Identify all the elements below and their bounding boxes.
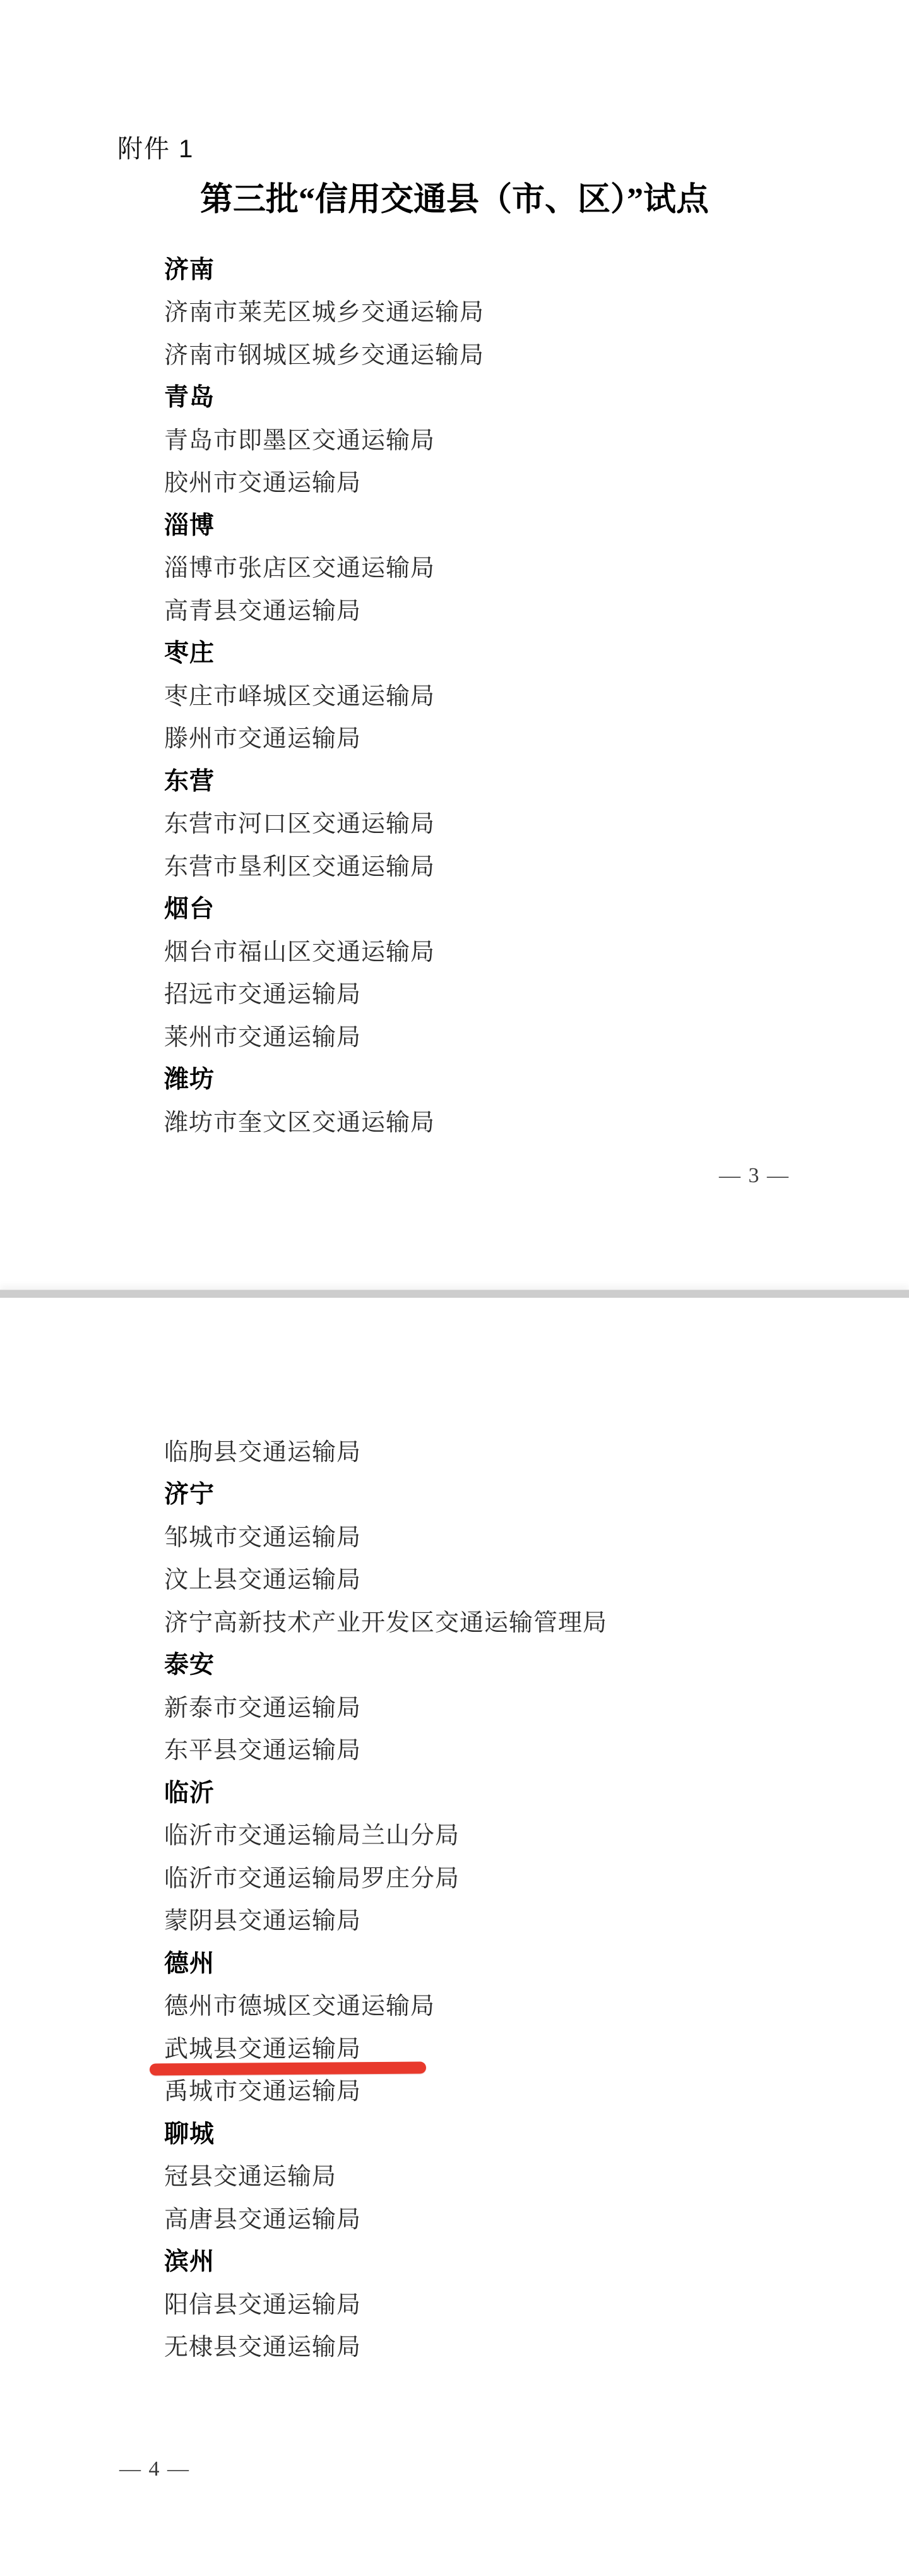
bureau-list-item: 阳信县交通运输局	[164, 2292, 362, 2318]
city-group-header: 聊城	[164, 2121, 215, 2148]
page-number-4: — 4 —	[119, 2457, 190, 2481]
bureau-list-item: 东营市河口区交通运输局	[164, 811, 436, 837]
city-group-header: 德州	[164, 1950, 215, 1977]
bureau-list-item: 淄博市张店区交通运输局	[164, 555, 436, 582]
city-group-header: 泰安	[164, 1651, 215, 1679]
document-page-4	[0, 1298, 909, 2576]
city-group-header: 枣庄	[164, 640, 215, 667]
city-group-header: 临沂	[164, 1780, 215, 1807]
city-group-header: 潍坊	[164, 1066, 215, 1093]
bureau-list-item: 高唐县交通运输局	[164, 2207, 362, 2233]
city-group-header: 青岛	[164, 384, 215, 411]
bureau-list-item: 烟台市福山区交通运输局	[164, 939, 436, 966]
attachment-label: 附件 1	[117, 135, 194, 163]
bureau-list-item: 无棣县交通运输局	[164, 2334, 362, 2361]
city-group-header: 济宁	[164, 1481, 215, 1508]
bureau-list-item: 临沂市交通运输局罗庄分局	[164, 1866, 460, 1892]
bureau-list-item: 临朐县交通运输局	[164, 1439, 362, 1466]
city-group-header: 淄博	[164, 512, 215, 539]
bureau-list-item: 蒙阴县交通运输局	[164, 1908, 362, 1934]
bureau-list-item-highlighted: 武城县交通运输局	[164, 2036, 362, 2063]
bureau-list-item: 济南市钢城区城乡交通运输局	[164, 342, 485, 369]
bureau-list-item: 德州市德城区交通运输局	[164, 1993, 436, 2020]
bureau-list-item: 济宁高新技术产业开发区交通运输管理局	[164, 1610, 608, 1636]
bureau-list-item: 滕州市交通运输局	[164, 726, 362, 752]
page-title: 第三批“信用交通县（市、区）”试点	[199, 182, 709, 218]
bureau-list-item: 济南市莱芜区城乡交通运输局	[164, 299, 485, 326]
bureau-list-item: 胶州市交通运输局	[164, 470, 362, 496]
bureau-list-item: 禹城市交通运输局	[164, 2078, 362, 2105]
city-group-header: 济南	[164, 256, 215, 284]
bureau-list-item: 东营市垦利区交通运输局	[164, 854, 436, 880]
bureau-list-item: 莱州市交通运输局	[164, 1024, 362, 1051]
page-number-3: — 3 —	[719, 1164, 790, 1187]
bureau-list-item: 汶上县交通运输局	[164, 1567, 362, 1593]
city-group-header: 滨州	[164, 2248, 215, 2275]
bureau-list-item: 潍坊市奎文区交通运输局	[164, 1110, 436, 1136]
bureau-list-item: 新泰市交通运输局	[164, 1695, 362, 1722]
city-group-header: 烟台	[164, 896, 215, 923]
city-group-header: 东营	[164, 768, 215, 795]
bureau-list-item: 邹城市交通运输局	[164, 1525, 362, 1551]
bureau-list-item: 招远市交通运输局	[164, 981, 362, 1008]
bureau-list-item: 临沂市交通运输局兰山分局	[164, 1823, 460, 1849]
bureau-list-item: 冠县交通运输局	[164, 2164, 337, 2190]
bureau-list-item: 枣庄市峄城区交通运输局	[164, 683, 436, 710]
bureau-list-item: 高青县交通运输局	[164, 598, 362, 625]
bureau-list-item: 青岛市即墨区交通运输局	[164, 428, 436, 454]
bureau-list-item: 东平县交通运输局	[164, 1737, 362, 1764]
